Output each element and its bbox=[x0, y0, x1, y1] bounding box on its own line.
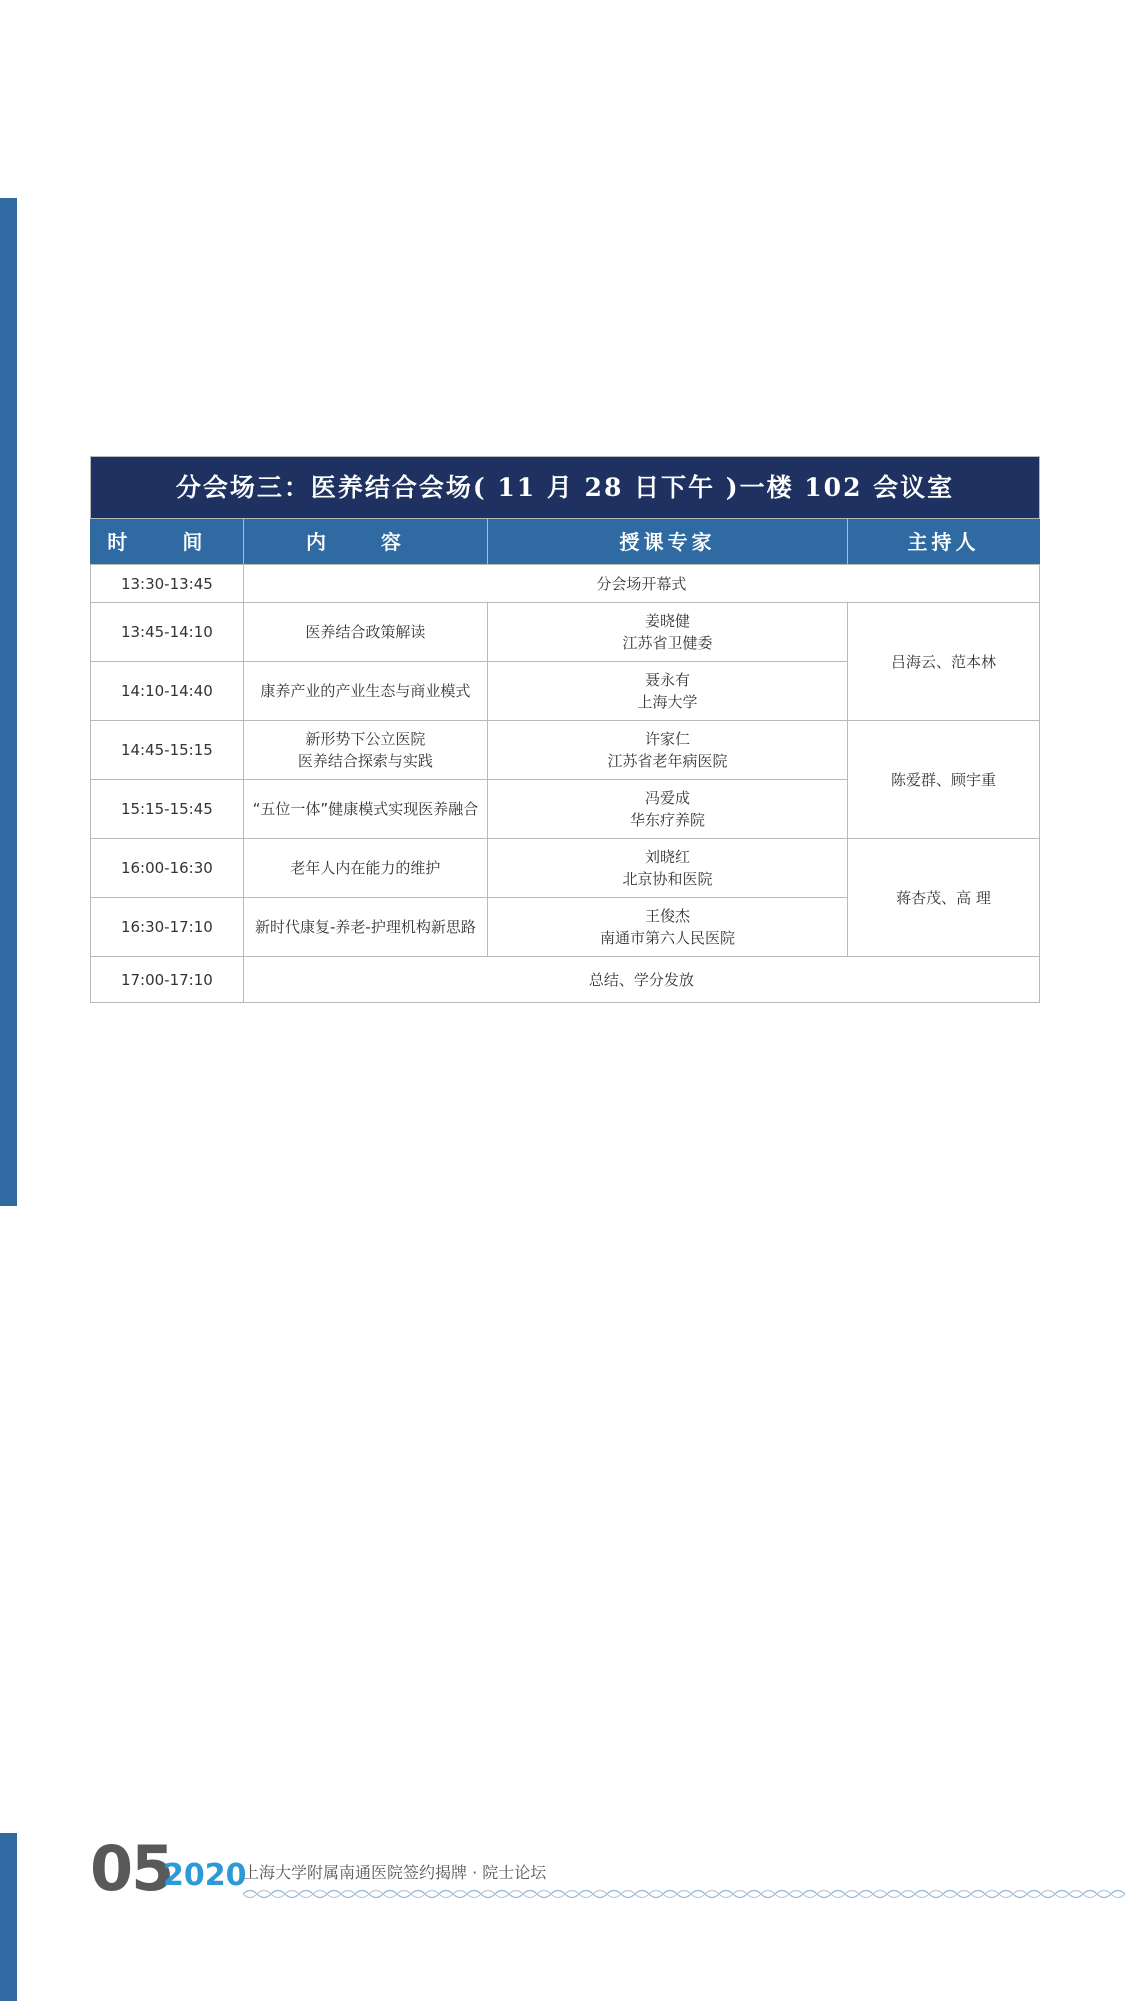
speaker-org: 北京协和医院 bbox=[622, 870, 713, 888]
time-cell: 13:45-14:10 bbox=[91, 603, 244, 662]
speaker-cell bbox=[488, 839, 848, 898]
host-cell: 吕海云、范本林 bbox=[847, 603, 1039, 721]
topic-text: 医养结合政策解读 bbox=[305, 623, 426, 641]
topic-text: “五位一体”健康模式实现医养融合 bbox=[252, 800, 479, 818]
time-cell: 17:00-17:10 bbox=[91, 957, 244, 1003]
table-row bbox=[91, 839, 1040, 898]
speaker-org: 上海大学 bbox=[637, 693, 698, 711]
time-cell: 16:00-16:30 bbox=[91, 839, 244, 898]
table-row bbox=[91, 721, 1040, 780]
speaker-org: 华东疗养院 bbox=[629, 811, 705, 829]
time-cell: 13:30-13:45 bbox=[91, 565, 244, 603]
merged-cell: 总结、学分发放 bbox=[243, 957, 1039, 1003]
host-cell: 蒋杏茂、高 理 bbox=[847, 839, 1039, 957]
topic-cell bbox=[243, 721, 487, 780]
speaker-name: 姜晓健 bbox=[644, 612, 690, 630]
host-cell: 陈爱群、顾宇重 bbox=[847, 721, 1039, 839]
dna-strand-icon bbox=[243, 1887, 1125, 1901]
topic-text: 老年人内在能力的维护 bbox=[290, 859, 441, 877]
table-row bbox=[91, 603, 1040, 662]
footer-title: 上海大学附属南通医院签约揭牌 · 院士论坛 bbox=[243, 1863, 547, 1882]
speaker-name: 聂永有 bbox=[644, 671, 690, 689]
speaker-cell bbox=[488, 721, 848, 780]
schedule-title-row bbox=[91, 457, 1040, 519]
time-cell: 14:45-15:15 bbox=[91, 721, 244, 780]
merged-cell: 分会场开幕式 bbox=[243, 565, 1039, 603]
speaker-org: 南通市第六人民医院 bbox=[599, 929, 735, 947]
speaker-cell bbox=[488, 898, 848, 957]
speaker-name: 许家仁 bbox=[644, 730, 690, 748]
speaker-org: 江苏省卫健委 bbox=[622, 634, 713, 652]
topic-text: 新时代康复-养老-护理机构新思路 bbox=[255, 918, 476, 936]
column-header-row bbox=[91, 519, 1040, 565]
footer-year: 2020 bbox=[163, 1858, 247, 1893]
schedule-title: 分会场三：医养结合会场( 11 月 28 日下午 )一楼 102 会议室 bbox=[91, 457, 1040, 519]
topic-cell bbox=[243, 603, 487, 662]
topic-text: 医养结合探索与实践 bbox=[297, 752, 433, 770]
table-row bbox=[91, 565, 1040, 603]
topic-cell bbox=[243, 839, 487, 898]
speaker-name: 刘晓红 bbox=[644, 848, 690, 866]
side-accent-bar-top bbox=[0, 198, 17, 1206]
time-cell: 15:15-15:45 bbox=[91, 780, 244, 839]
page-number: 05 bbox=[90, 1832, 173, 1905]
speaker-cell bbox=[488, 780, 848, 839]
topic-cell bbox=[243, 662, 487, 721]
header-speaker: 授课专家 bbox=[488, 519, 848, 565]
topic-cell bbox=[243, 780, 487, 839]
topic-text: 新形势下公立医院 bbox=[305, 730, 426, 748]
speaker-cell bbox=[488, 662, 848, 721]
header-host: 主持人 bbox=[847, 519, 1039, 565]
speaker-cell bbox=[488, 603, 848, 662]
speaker-name: 冯爱成 bbox=[644, 789, 690, 807]
time-cell: 16:30-17:10 bbox=[91, 898, 244, 957]
speaker-name: 王俊杰 bbox=[644, 907, 690, 925]
time-cell: 14:10-14:40 bbox=[91, 662, 244, 721]
topic-cell bbox=[243, 898, 487, 957]
header-time: 时 间 bbox=[91, 519, 244, 565]
header-content: 内 容 bbox=[243, 519, 487, 565]
schedule-table bbox=[90, 456, 1040, 1003]
table-row bbox=[91, 957, 1040, 1003]
speaker-org: 江苏省老年病医院 bbox=[607, 752, 728, 770]
topic-text: 康养产业的产业生态与商业模式 bbox=[260, 682, 471, 700]
side-accent-bar-bottom bbox=[0, 1833, 17, 2001]
